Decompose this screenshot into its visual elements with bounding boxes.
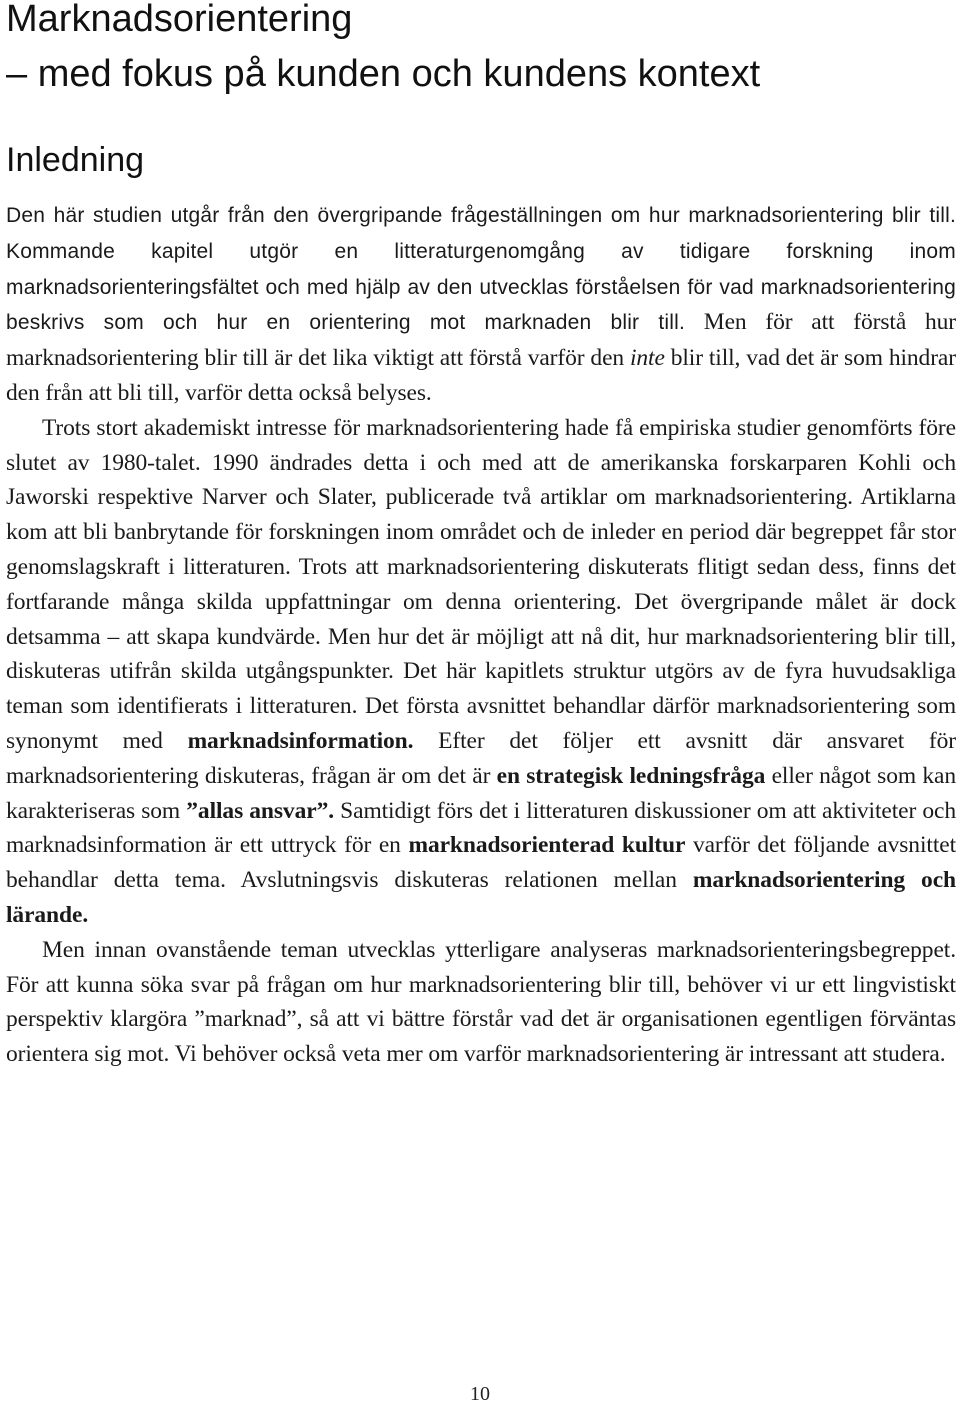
keyword-marknadsinformation: marknadsinformation.	[187, 727, 414, 754]
document-title: Marknadsorientering	[6, 0, 353, 40]
paragraph-2-part-f: varför det följande avsnittet behandlar detta tema. Avslutningsvis diskuteras relationen mellan	[6, 832, 957, 894]
paragraph-1	[6, 198, 956, 411]
keyword-marknadsorienterad-kultur: marknadsorienterad kultur	[408, 832, 686, 859]
paragraph-2-part-a: Trots stort akademiskt intresse för marknadsorientering hade få empiriska studier genomförts före slutet av 1980-talet. 1990 ändrades detta i och med att de amerikanska forskarparen Kohli och Jaworski respektive Narver och Slater, publicerade två artiklar om marknadsorientering. Artiklarna kom att bli banbrytande för forskningen inom området och de inleder en period där begreppet får stor genomslagskraft i litteraturen. Trots att marknadsorientering diskuterats flitigt sedan dess, finns det fortfarande många skilda uppfattningar om denna orientering. Det övergripande målet är dock detsamma – att skapa kundvärde. Men hur det är möjligt att nå dit, hur marknadsorientering blir till, diskuteras utifrån skilda utgångspunkter. Det här kapitlets struktur utgörs av de fyra huvudsakliga teman som identifierats i litteraturen. Det första avsnittet behandlar därför marknadsorientering som synonymt med	[6, 414, 956, 754]
section-heading: Inledning	[6, 141, 145, 179]
paragraph-2	[6, 411, 956, 933]
keyword-strategisk-ledningsfraga: en strategisk ledningsfråga	[496, 762, 766, 789]
paragraph-2-part-d: eller något som kan karakteriseras som	[6, 762, 956, 824]
paragraph-3: Men innan ovanstående teman utvecklas ytterligare analyseras marknadsorienteringsbegreppet. För att kunna söka svar på frågan om hur marknadsorientering blir till, behöver vi ur ett lingvistiskt perspektiv klargöra ”marknad”, så att vi bättre förstår vad det är organisationen egentligen förväntas orientera sig mot. Vi behöver också veta mer om varför marknadsorientering är intressant att studera.	[6, 936, 956, 1068]
paragraph-2-part-e: Samtidigt förs det i litteraturen diskussioner om att aktiviteter och marknadsinformation är ett uttryck för en	[6, 797, 956, 859]
body-text	[6, 198, 956, 1072]
paragraph-1-part-b: Men för att förstå hur marknadsorientering blir till är det lika viktigt att förstå varför den	[6, 309, 956, 372]
paragraph-2-part-c: Efter det följer ett avsnitt där ansvaret för marknadsorientering diskuteras, frågan är om det är	[6, 727, 956, 789]
page-number: 10	[470, 1383, 490, 1405]
keyword-allas-ansvar: ”allas ansvar”.	[186, 797, 334, 824]
paragraph-1-emphasis: inte	[629, 345, 665, 372]
paragraph-1-part-c: blir till, vad det är som hindrar den från att bli till, varför detta också belyses.	[6, 345, 956, 406]
paragraph-1-intro: Den här studien utgår från den övergripande frågeställningen om hur marknadsorientering blir till. Kommande kapitel utgör en litteraturgenomgång av tidigare forskning inom marknadsorienteringsfältet och med hjälp av den utvecklas förståelsen för vad marknadsorientering beskrivs som och hur en orientering mot marknaden blir till.	[6, 204, 956, 335]
keyword-marknadsorientering-och-larande: marknadsorientering och lärande.	[6, 867, 956, 928]
document-subtitle: – med fokus på kunden och kundens kontext	[6, 53, 761, 95]
